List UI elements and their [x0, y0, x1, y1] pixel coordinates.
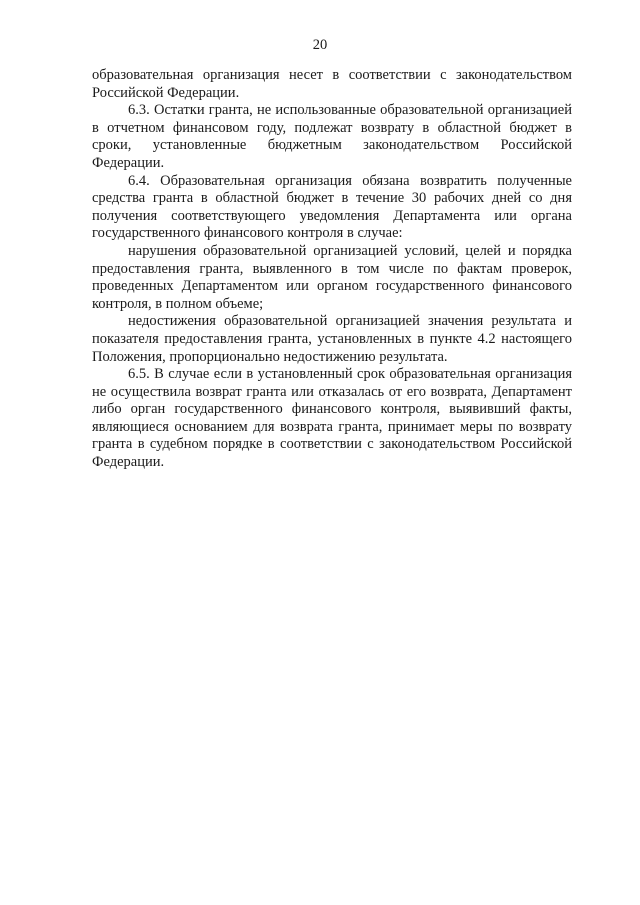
page-number: 20 [312, 37, 328, 53]
document-body [92, 67, 572, 472]
paragraph-6-4: 6.4. Образовательная организация обязана возвратить полученные средства гранта в областной бюджет в течение 30 рабочих дней со дня получения соответствующего уведомления Департамента или органа государственного финансового контроля в случае: [92, 172, 572, 242]
paragraph-6-3: 6.3. Остатки гранта, не использованные образовательной организацией в отчетном финансовом году, подлежат возврату в областной бюджет в сроки, установленные бюджетным законодательством Российской Федерации. [92, 102, 572, 171]
paragraph-6-5: 6.5. В случае если в установленный срок образовательная организация не осуществила возврат гранта или отказалась от его возврата, Департамент либо орган государственного финансового контроля, выявивший факты, являющиеся основанием для возврата гранта, принимает меры по возврату гранта в судебном порядке в соответствии с законодательством Российской Федерации. [92, 366, 572, 471]
paragraph-6-4-case-violation: нарушения образовательной организацией условий, целей и порядка предоставления гранта, выявленного в том числе по фактам проверок, проведенных Департаментом или органом государственного финансового контроля, в полном объеме; [92, 242, 572, 312]
paragraph-continuation: образовательная организация несет в соответствии с законодательством Российской Федерации. [92, 67, 572, 101]
paragraph-6-4-case-underachievement: недостижения образовательной организацией значения результата и показателя предоставления гранта, установленных в пункте 4.2 настоящего Положения, пропорционально недостижению результата. [92, 313, 572, 365]
